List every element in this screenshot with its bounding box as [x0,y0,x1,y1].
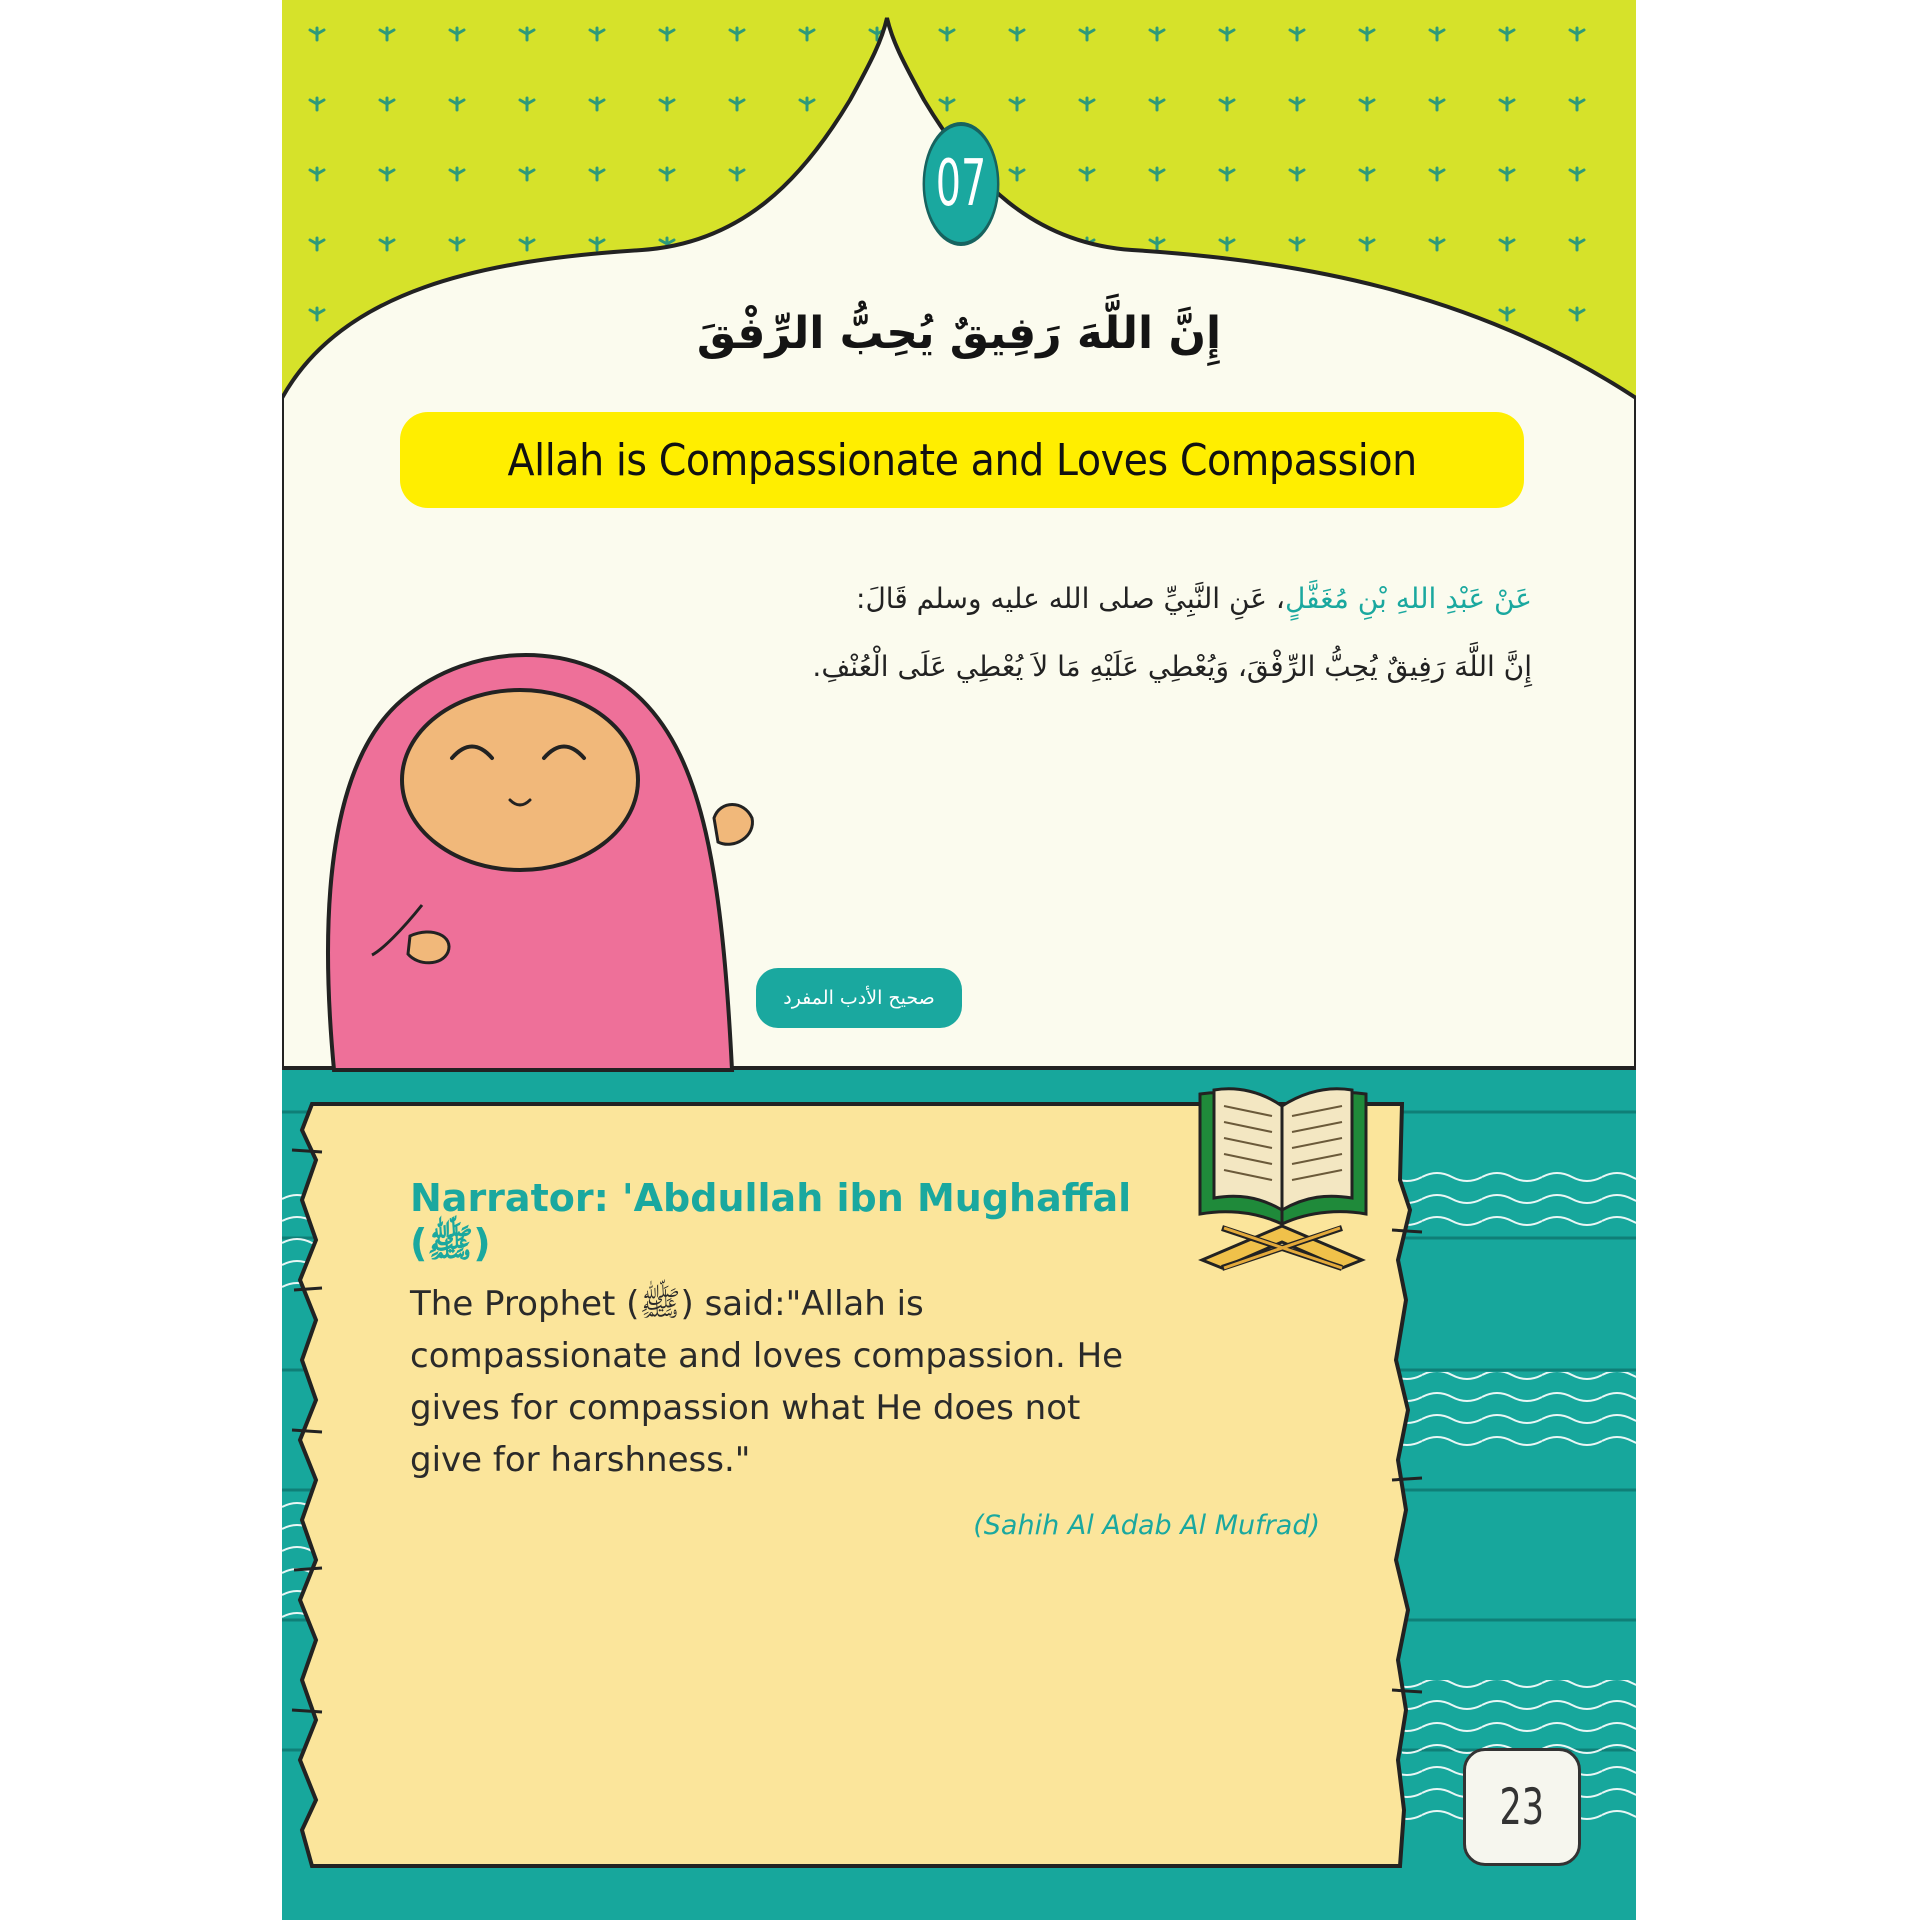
hadith-narrator-arabic: عَنْ عَبْدِ اللهِ بْنِ مُغَفَّلٍ [1284,582,1532,615]
hadith-arabic-line-1 [652,582,1532,615]
arabic-title: إِنَّ اللَّهَ رَفِيقٌ يُحِبُّ الرِّفْقَ [696,308,1222,359]
hadith-arabic-line-2: إِنَّ اللَّهَ رَفِيقٌ يُحِبُّ الرِّفْقَ، وَيُعْطِي عَلَيْهِ مَا لاَ يُعْطِي عَلَى الْعُنْفِ. [812,650,1532,683]
hadith-reference: (Sahih Al Adab Al Mufrad) [973,1510,1320,1541]
wave-band [1402,1160,1636,1230]
narrator-heading: Narrator: 'Abdullah ibn Mughaffal (ﷺ) [410,1176,1132,1265]
face [402,690,638,870]
left-hand [408,932,449,963]
page-number: 23 [1499,1778,1545,1836]
title-banner [400,412,1524,508]
source-badge: صحيح الأدب المفرد [756,968,962,1028]
wave-band [1402,1372,1636,1458]
page-number-box [1463,1748,1581,1866]
page-illustration [282,0,1636,1920]
book-page [282,0,1636,1920]
lesson-number-badge: 07 [923,122,1000,246]
hadith-translation: The Prophet (ﷺ) said:"Allah is compassionate and loves compassion. He gives for compassion what He does not give for harshness." [410,1284,1124,1480]
english-title: Allah is Compassionate and Loves Compassion [507,434,1417,486]
hadith-arabic-line-1-rest: ، عَنِ النَّبِيِّ صلى الله عليه وسلم قَالَ: [856,582,1285,615]
